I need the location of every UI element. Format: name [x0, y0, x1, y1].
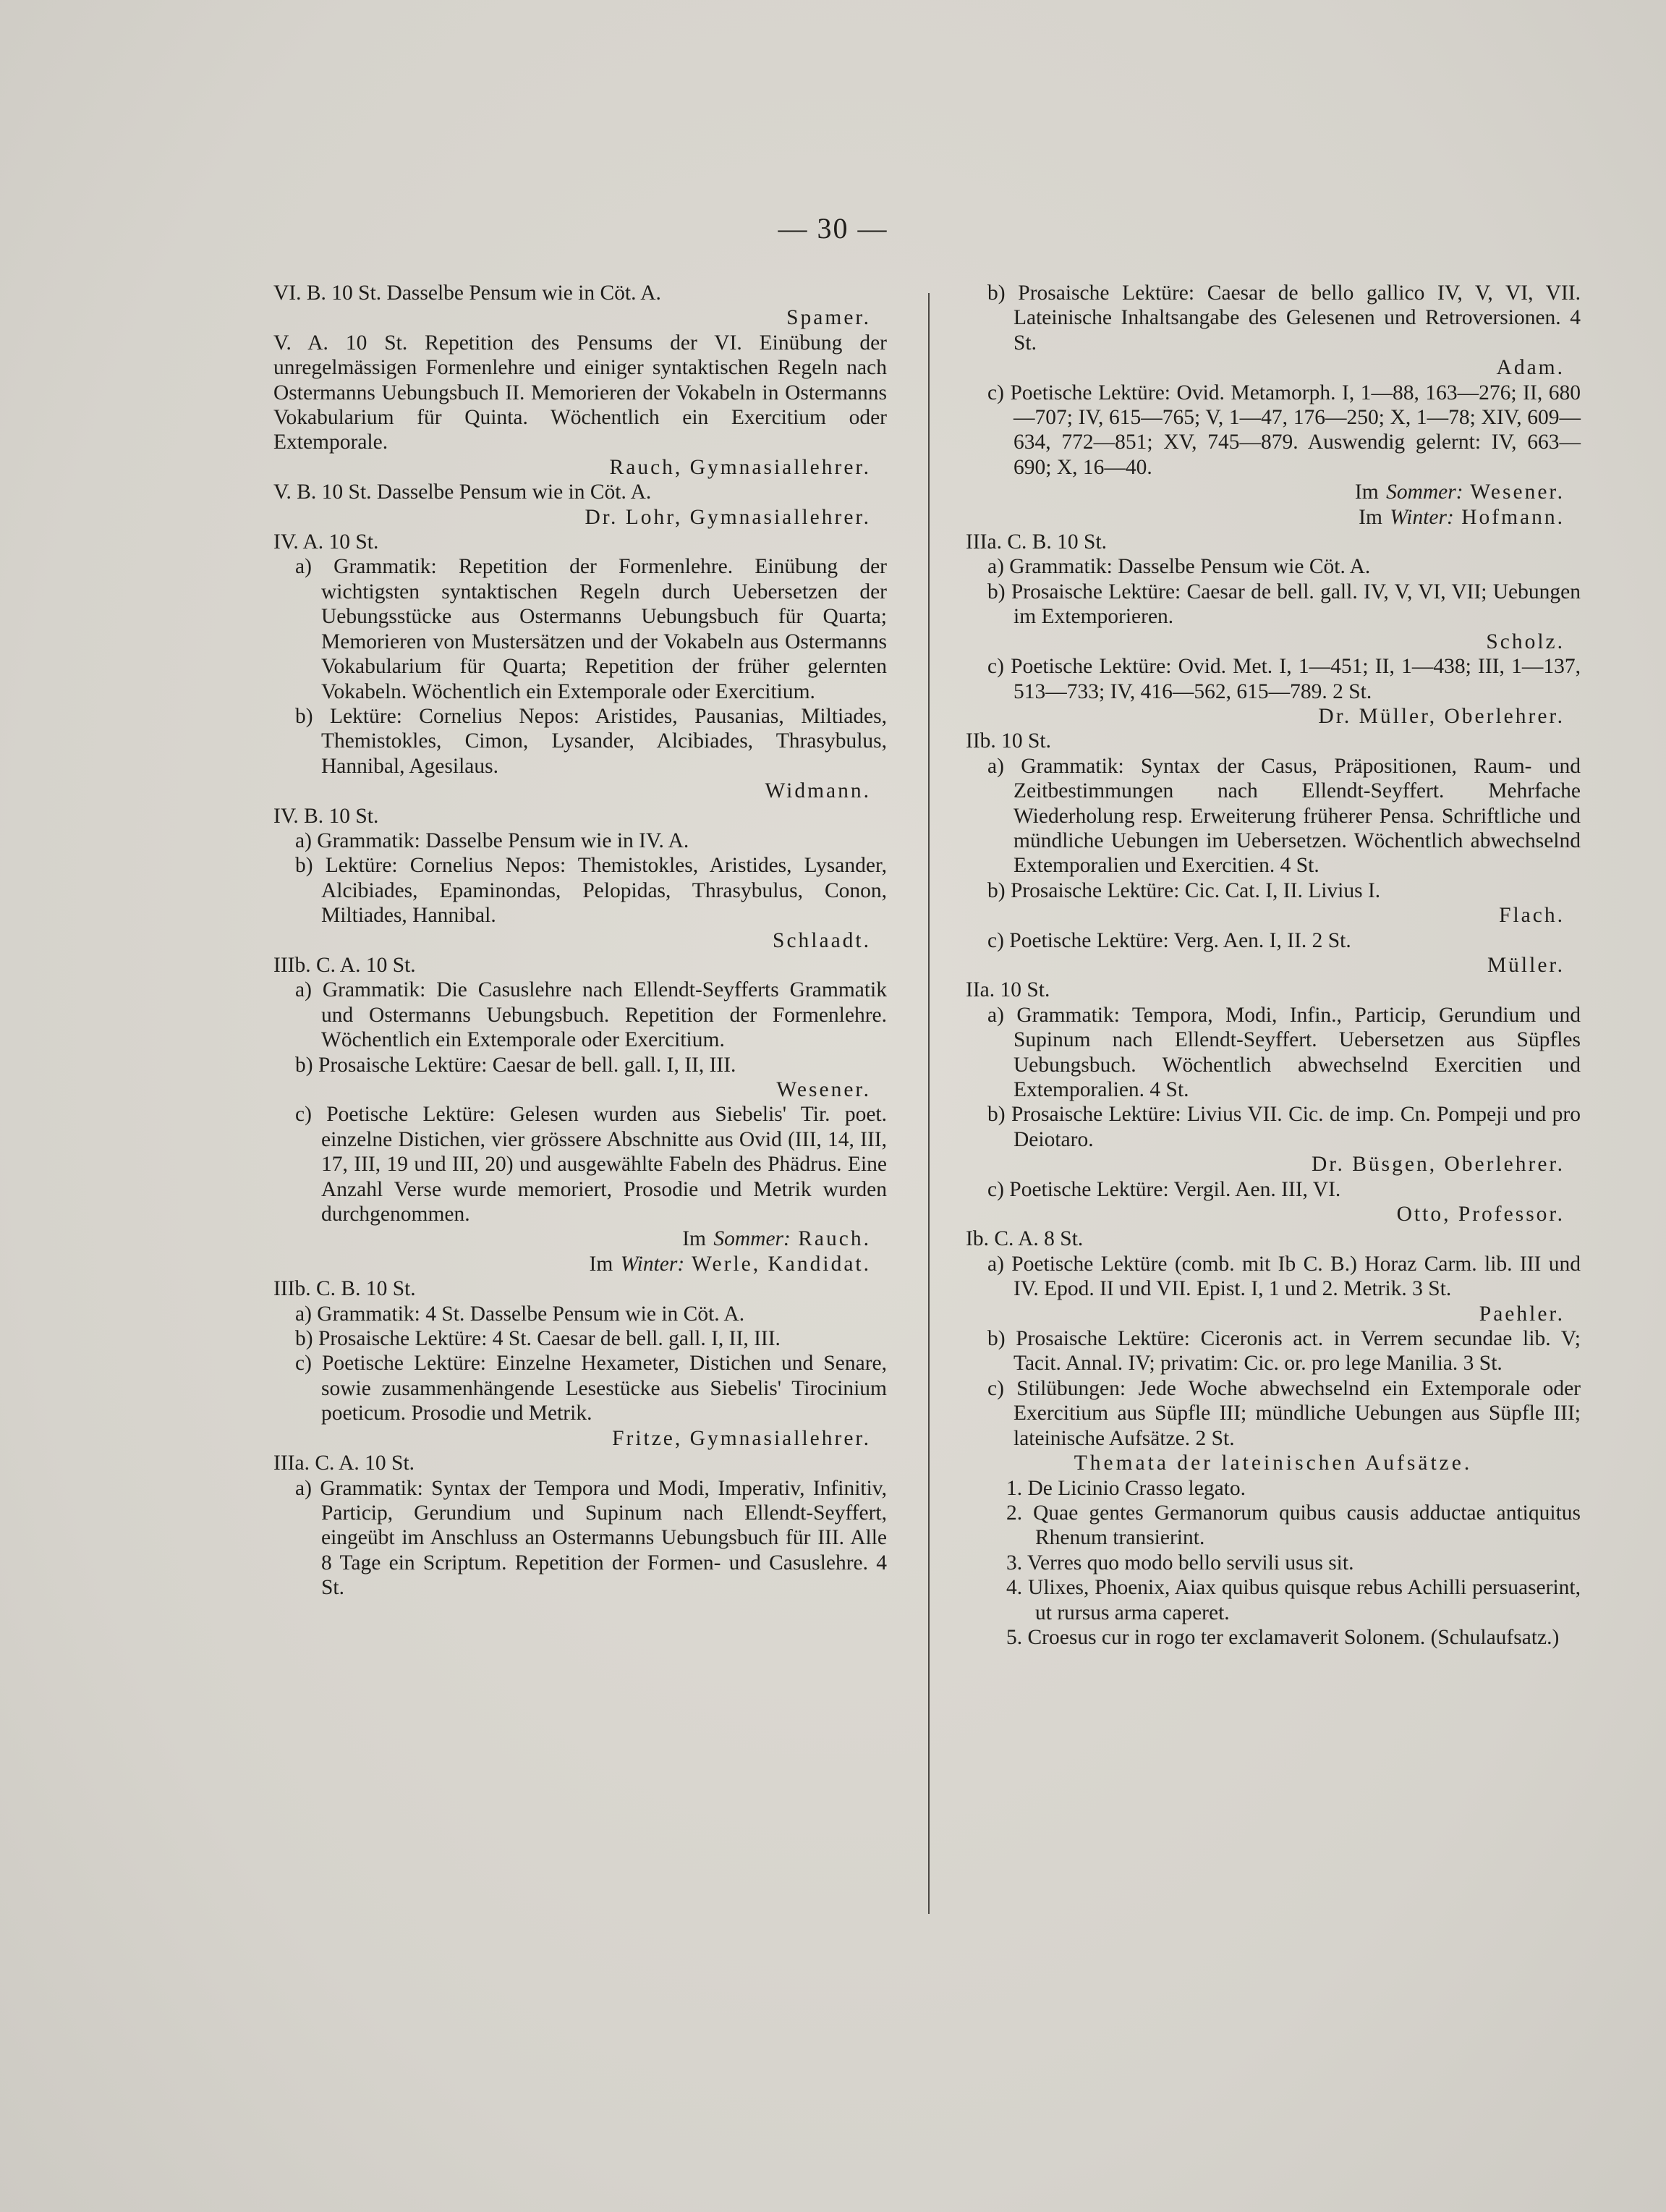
section-iiibca-prose: b) Prosaische Lektüre: Caesar de bell. gall. I, II, III.: [295, 1053, 736, 1077]
section-iiiaca-grammar: a) Grammatik: Syntax der Tempora und Modi, Imperativ, Infinitiv, Particip, Gerundium und Supinum nach Ellendt-Seyffert, eingeübt im Anschluss an Ostermanns Uebungsbuch für III. Alle 8 Tage ein Scriptum. Repetition der Formen- und Casuslehre. 4 St.: [295, 1476, 887, 1600]
section-iia-prose: b) Prosaische Lektüre: Livius VII. Cic. de imp. Cn. Pompeji und pro Deiotaro.: [987, 1103, 1581, 1151]
teacher-iia-poetry: Otto, Professor.: [1396, 1203, 1565, 1226]
left-column: [273, 281, 887, 1601]
section-iiibca-poetry: c) Poetische Lektüre: Gelesen wurden aus Siebelis' Tir. poet. einzelne Distichen, vier grössere Abschnitte aus Ovid (III, 14, III, 17, III, 19 und III, 20) und ausgewählte Fabeln des Phädrus. Eine Anzahl Verse wurde memoriert, Prosodie und Metrik wurden durchgenommen.: [295, 1103, 887, 1226]
right-column: [966, 281, 1581, 1650]
section-iia-grammar: a) Grammatik: Tempora, Modi, Infin., Particip, Gerundium und Supinum nach Ellendt-Seyffert. Uebersetzen aus Süpfles Uebungsbuch. Wöchentlich abwechselnd Exercitien und Extemporalien. 4 St.: [987, 1003, 1581, 1101]
section-iia-heading: IIa. 10 St.: [966, 978, 1050, 1002]
section-ivb-reading: b) Lektüre: Cornelius Nepos: Themistokles, Aristides, Lysander, Alcibiades, Epaminondas, Pelopidas, Thrasybulus, Conon, Miltiades, Hannibal.: [295, 854, 887, 928]
section-iiiacb-poetry: c) Poetische Lektüre: Ovid. Met. I, 1—451; II, 1—438; III, 1—137, 513—733; IV, 416—562, 615—789. 2 St.: [987, 655, 1581, 703]
section-iib-heading: IIb. 10 St.: [966, 729, 1051, 753]
section-iiibca-grammar: a) Grammatik: Die Casuslehre nach Ellendt-Seyfferts Grammatik und Ostermanns Uebungsbuch. Repetition der Formenlehre. Wöchentlich ein Extemporale oder Exercitium.: [295, 978, 887, 1052]
section-iiibcb-heading: IIIb. C. B. 10 St.: [273, 1277, 416, 1301]
summer-label: Sommer:: [1386, 480, 1463, 504]
winter-prefix: Im: [1359, 505, 1382, 529]
section-iiibcb-prose: b) Prosaische Lektüre: 4 St. Caesar de bell. gall. I, II, III.: [295, 1327, 781, 1351]
section-iiiaca-poetry: c) Poetische Lektüre: Ovid. Metamorph. I, 1—88, 163—276; II, 680—707; IV, 615—765; V, 1—47, 176—250; X, 1—78; XIV, 609—634, 772—851; XV, 745—879. Auswendig gelernt: IV, 663—690; X, 16—40.: [987, 381, 1581, 479]
section-iiibcb-grammar: a) Grammatik: 4 St. Dasselbe Pensum wie in Cöt. A.: [295, 1302, 745, 1326]
winter-label: Winter:: [620, 1252, 685, 1276]
teacher-vb: Dr. Lohr, Gymnasiallehrer.: [585, 505, 871, 529]
section-va-text: V. A. 10 St. Repetition des Pensums der VI. Einübung der unregelmässigen Formenlehre und einiger syntaktischen Regeln nach Ostermanns Uebungsbuch II. Memorieren der Vokabeln in Ostermanns Vokabularium für Quinta. Wöchentlich ein Exercitium oder Extemporale.: [273, 331, 887, 454]
teacher-iib-poetry: Müller.: [1487, 953, 1565, 977]
themata-title: Themata der lateinischen Aufsätze.: [1074, 1452, 1473, 1475]
section-vib-heading: VI. B. 10 St. Dasselbe Pensum wie in Cöt. A.: [273, 281, 661, 305]
teacher-ivb: Schlaadt.: [773, 928, 871, 952]
winter-label: Winter:: [1390, 505, 1454, 529]
theme-item: 4. Ulixes, Phoenix, Aiax quibus quisque rebus Achilli persuaserint, ut rursus arma caperet.: [1006, 1576, 1581, 1624]
summer-label: Sommer:: [713, 1227, 791, 1251]
theme-item: 2. Quae gentes Germanorum quibus causis adductae antiquitus Rhenum transierint.: [1006, 1501, 1581, 1550]
winter-teacher: Werle, Kandidat.: [692, 1252, 871, 1276]
section-iva-reading: b) Lektüre: Cornelius Nepos: Aristides, Pausanias, Miltiades, Themistokles, Cimon, Lysander, Alcibiades, Thrasybulus, Hannibal, Agesilaus.: [295, 704, 887, 778]
section-iiiaca-prose: b) Prosaische Lektüre: Caesar de bello gallico IV, V, VI, VII. Lateinische Inhaltsangabe des Gelesenen und Retroversionen. 4 St.: [987, 281, 1581, 355]
section-ivb-grammar: a) Grammatik: Dasselbe Pensum wie in IV. A.: [295, 829, 689, 852]
section-iiiacb-heading: IIIa. C. B. 10 St.: [966, 530, 1108, 554]
teacher-iiiacb-poetry: Dr. Müller, Oberlehrer.: [1318, 704, 1565, 728]
teacher-iia-prose: Dr. Büsgen, Oberlehrer.: [1312, 1153, 1565, 1177]
summer-teacher: Wesener.: [1470, 480, 1565, 504]
summer-teacher: Rauch.: [798, 1227, 871, 1251]
theme-item: 5. Croesus cur in rogo ter exclamaverit Solonem. (Schulaufsatz.): [1006, 1625, 1560, 1649]
summer-prefix: Im: [1354, 480, 1379, 504]
teacher-va: Rauch, Gymnasiallehrer.: [609, 455, 871, 479]
section-iib-grammar: a) Grammatik: Syntax der Casus, Präpositionen, Raum- und Zeitbestimmungen nach Ellendt-Seyffert. Mehrfache Wiederholung resp. Erweiterung früherer Pensa. Schriftliche und mündliche Uebungen im Uebersetzen. Wöchentlich abwechselnd Extemporalien und Exercitien. 4 St.: [987, 754, 1581, 878]
teacher-ibca: Paehler.: [1479, 1302, 1565, 1326]
section-iiibcb-poetry: c) Poetische Lektüre: Einzelne Hexameter, Distichen und Senare, sowie zusammenhängende Lesestücke aus Siebelis' Tirocinium poeticum. Prosodie und Metrik.: [295, 1352, 887, 1425]
section-iva-heading: IV. A. 10 St.: [273, 530, 379, 554]
teacher-iiibcb: Fritze, Gymnasiallehrer.: [612, 1426, 871, 1450]
section-iiiaca-heading: IIIa. C. A. 10 St.: [273, 1452, 415, 1475]
teacher-iiiacb-prose: Scholz.: [1486, 630, 1565, 653]
section-iib-poetry: c) Poetische Lektüre: Verg. Aen. I, II. 2 St.: [987, 928, 1351, 952]
winter-prefix: Im: [589, 1252, 613, 1276]
column-divider: [928, 293, 930, 1914]
section-ivb-heading: IV. B. 10 St.: [273, 804, 379, 828]
theme-item: 3. Verres quo modo bello servili usus sit.: [1006, 1551, 1354, 1575]
teacher-iib-prose: Flach.: [1499, 904, 1565, 928]
winter-teacher: Hofmann.: [1461, 505, 1565, 529]
section-ibca-style: c) Stilübungen: Jede Woche abwechselnd ein Extemporale oder Exercitium aus Süpfle III; mündliche Uebungen aus Süpfle III; lateinische Aufsätze. 2 St.: [987, 1376, 1581, 1450]
teacher-iiiaca-winter: [966, 505, 1581, 530]
teacher-vib: Spamer.: [786, 306, 871, 330]
section-ibca-heading: Ib. C. A. 8 St.: [966, 1227, 1084, 1251]
teacher-iiibca-winter: [273, 1252, 887, 1276]
page-number: — 30 —: [778, 212, 888, 245]
section-iva-grammar: a) Grammatik: Repetition der Formenlehre. Einübung der wichtigsten syntaktischen Regeln durch Uebersetzen der Uebungsstücke aus Ostermanns Uebungsbuch für Quarta; Memorieren von Mustersätzen und der Vokabeln aus Ostermanns Vokabularium für Quarta; Repetition der früher gelernten Vokabeln. Wöchentlich ein Extemporale oder Exercitium.: [295, 555, 887, 703]
section-ibca-prose: b) Prosaische Lektüre: Ciceronis act. in Verrem secundae lib. V; Tacit. Annal. IV; privatim: Cic. or. pro lege Manilia. 3 St.: [987, 1327, 1581, 1376]
summer-prefix: Im: [682, 1227, 706, 1251]
section-ibca-poetry: a) Poetische Lektüre (comb. mit Ib C. B.) Horaz Carm. lib. III und IV. Epod. II und VII. Epist. I, 1 und 2. Metrik. 3 St.: [987, 1252, 1581, 1301]
theme-item: 1. De Licinio Crasso legato.: [1006, 1476, 1246, 1500]
teacher-iiibca-summer: [273, 1226, 887, 1251]
section-iiibca-heading: IIIb. C. A. 10 St.: [273, 953, 416, 977]
teacher-iiiaca-summer: [966, 480, 1581, 504]
section-vb-heading: V. B. 10 St. Dasselbe Pensum wie in Cöt. A.: [273, 480, 652, 504]
section-iiiacb-grammar: a) Grammatik: Dasselbe Pensum wie Cöt. A.: [987, 555, 1371, 579]
section-iiiacb-prose: b) Prosaische Lektüre: Caesar de bell. gall. IV, V, VI, VII; Uebungen im Extemporieren.: [987, 580, 1581, 629]
teacher-iiibca-prose: Wesener.: [776, 1078, 871, 1101]
section-iia-poetry: c) Poetische Lektüre: Vergil. Aen. III, VI.: [987, 1177, 1341, 1201]
section-iib-prose: b) Prosaische Lektüre: Cic. Cat. I, II. Livius I.: [987, 878, 1381, 902]
teacher-iiiaca-prose: Adam.: [1496, 356, 1565, 380]
teacher-iva: Widmann.: [765, 779, 871, 803]
